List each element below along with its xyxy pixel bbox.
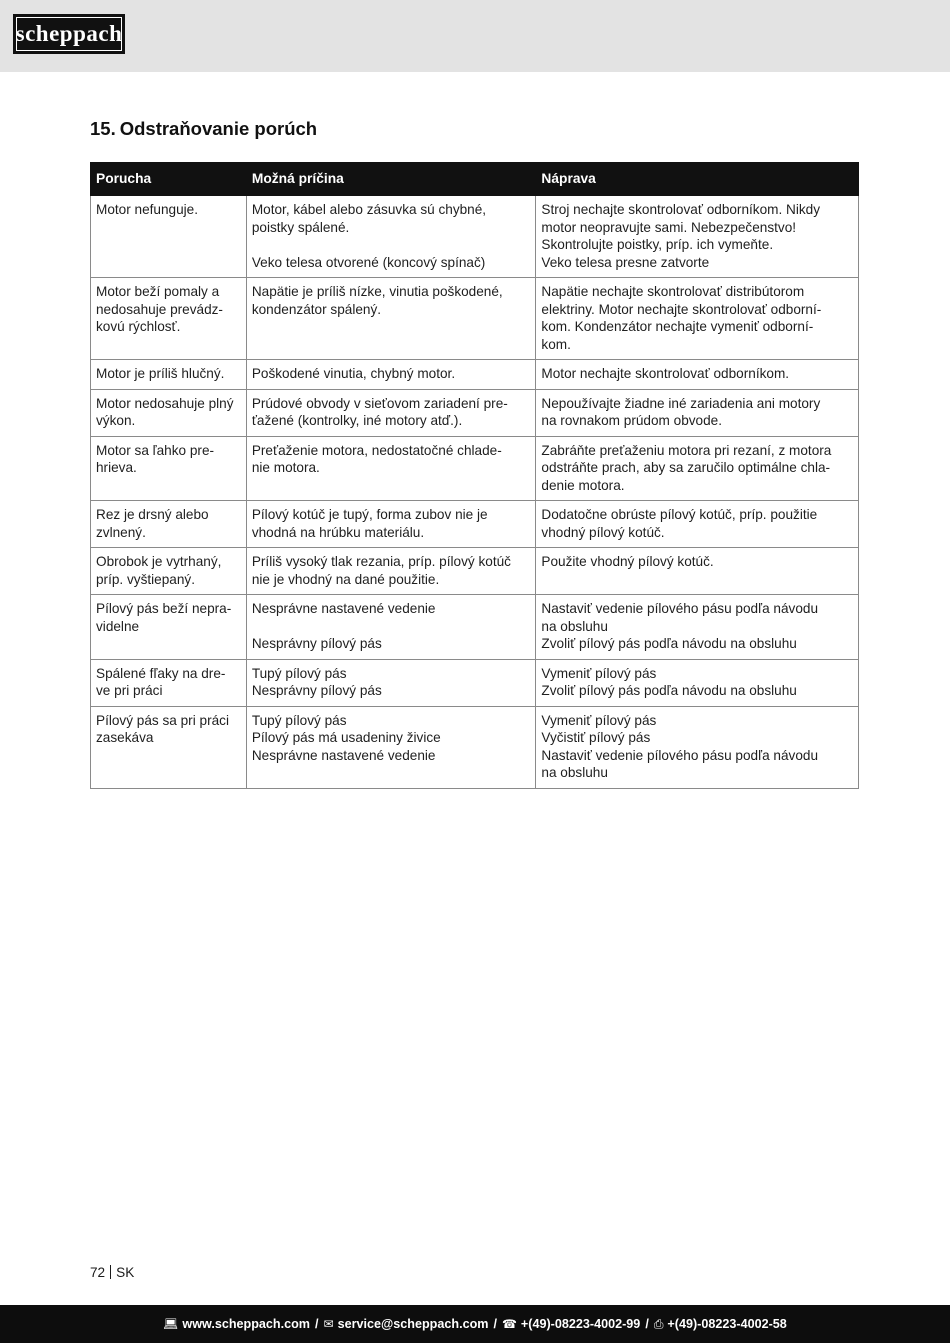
- cell-gap: [252, 618, 532, 636]
- cell-line: Vymeniť pílový pás: [541, 712, 657, 728]
- cell-line: vhodný pílový kotúč.: [541, 524, 665, 540]
- website-link[interactable]: www.scheppach.com: [182, 1317, 311, 1331]
- fault-cell: [91, 196, 247, 278]
- cell-line: Tupý pílový pás: [251, 665, 347, 681]
- fault-cell: [91, 595, 247, 660]
- remedy-cell: [536, 278, 859, 360]
- scheppach-logo: scheppach: [13, 14, 125, 54]
- cell-line: hrieva.: [96, 460, 137, 475]
- cell-line: zvlnený.: [96, 524, 146, 540]
- cell-line: Prúdové obvody v sieťovom zariadení pre-: [251, 395, 508, 411]
- cell-line: poistky spálené.: [251, 219, 350, 235]
- cell-line: Nesprávny pílový pás: [251, 683, 382, 698]
- cause-cell: [246, 659, 536, 706]
- table-row: [91, 595, 859, 660]
- cell-line: Nesprávne nastavené vedenie: [251, 747, 436, 763]
- cell-line: Pílový pás má usadeniny živice: [251, 730, 441, 745]
- cell-line: odstráňte prach, aby sa zaručilo optimálne chla-: [541, 460, 831, 475]
- table-body: [91, 196, 859, 789]
- cause-cell: [246, 595, 536, 660]
- cell-line: Zabráňte preťaženiu motora pri rezaní, z motora: [541, 442, 832, 458]
- cell-line: nedosahuje prevádz-: [96, 301, 223, 317]
- email-link[interactable]: service@scheppach.com: [337, 1317, 489, 1331]
- troubleshooting-table: [90, 162, 859, 789]
- cell-line: ťažené (kontrolky, iné motory atď.).: [251, 413, 463, 428]
- cell-line: zasekáva: [96, 730, 154, 745]
- cell-line: Napätie nechajte skontrolovať distribútorom: [541, 284, 805, 299]
- cell-line: Rez je drsný alebo: [96, 507, 209, 522]
- cell-line: Vymeniť pílový pás: [541, 665, 657, 681]
- cell-line: Nastaviť vedenie pílového pásu podľa návodu: [541, 601, 819, 616]
- cell-line: nie je vhodný na dané použitie.: [251, 571, 440, 587]
- contact-footer: 💻︎ www.scheppach.com / ✉ service@scheppach.com / ☎ +(49)-08223-4002-99 / ⎙ +(49)-08223-4002-58: [0, 1305, 950, 1343]
- table-row: [91, 196, 859, 278]
- fault-cell: [91, 548, 247, 595]
- header-cause: Možná príčina: [246, 163, 536, 196]
- header-remedy: Náprava: [536, 163, 859, 196]
- cell-line: Motor je príliš hlučný.: [96, 366, 225, 381]
- fault-cell: [91, 436, 247, 501]
- cause-cell: [246, 436, 536, 501]
- table-row: [91, 360, 859, 390]
- cell-line: kom.: [541, 336, 571, 352]
- section-title: [90, 118, 317, 140]
- cell-line: Spálené fľaky na dre-: [96, 665, 226, 681]
- cell-line: na rovnakom prúdom obvode.: [541, 413, 723, 428]
- cell-line: Motor, kábel alebo zásuvka sú chybné,: [251, 202, 487, 217]
- cell-line: Obrobok je vytrhaný,: [96, 554, 222, 569]
- cell-line: kom. Kondenzátor nechajte vymeniť odborní-: [541, 319, 814, 334]
- section-number: 15.: [90, 118, 116, 139]
- cause-cell: [246, 706, 536, 788]
- remedy-cell: [536, 659, 859, 706]
- cell-line: videlne: [96, 618, 140, 634]
- table-row: [91, 436, 859, 501]
- cell-line: Poškodené vinutia, chybný motor.: [251, 366, 456, 381]
- cell-line: Motor nechajte skontrolovať odborníkom.: [541, 366, 790, 381]
- cell-line: nie motora.: [251, 460, 320, 475]
- phone-icon: ☎: [501, 1317, 517, 1331]
- cell-line: Nepoužívajte žiadne iné zariadenia ani motory: [541, 395, 821, 411]
- table-row: [91, 501, 859, 548]
- cell-line: kovú rýchlosť.: [96, 319, 181, 334]
- header-fault: Porucha: [91, 163, 247, 196]
- table-row: [91, 706, 859, 788]
- table-header-row: [91, 163, 859, 196]
- table-row: [91, 389, 859, 436]
- cell-line: výkon.: [96, 413, 136, 428]
- remedy-cell: [536, 501, 859, 548]
- cell-line: Veko telesa presne zatvorte: [541, 254, 710, 270]
- remedy-cell: [536, 196, 859, 278]
- page-footer-number: [90, 1265, 134, 1280]
- cell-gap: [252, 236, 532, 254]
- cell-line: Stroj nechajte skontrolovať odborníkom. Nikdy: [541, 202, 821, 217]
- cell-line: Pílový pás beží nepra-: [96, 601, 232, 616]
- cell-line: Napätie je príliš nízke, vinutia poškodené,: [251, 284, 503, 299]
- page-separator: [110, 1265, 111, 1279]
- fault-cell: [91, 706, 247, 788]
- cell-line: Zvoliť pílový pás podľa návodu na obsluhu: [541, 636, 797, 651]
- cell-line: Vyčistiť pílový pás: [541, 730, 651, 745]
- cell-line: na obsluhu: [541, 765, 608, 780]
- computer-icon: 💻︎: [163, 1317, 179, 1331]
- cause-cell: [246, 360, 536, 390]
- page-number: 72: [90, 1265, 106, 1280]
- remedy-cell: [536, 436, 859, 501]
- cell-line: Motor nefunguje.: [96, 202, 199, 217]
- remedy-cell: [536, 706, 859, 788]
- cell-line: motor neopravujte sami. Nebezpečenstvo!: [541, 219, 797, 235]
- cell-line: kondenzátor spálený.: [251, 301, 382, 317]
- fault-cell: [91, 659, 247, 706]
- fax-icon: ⎙: [653, 1316, 664, 1331]
- cell-line: Nesprávne nastavené vedenie: [251, 601, 436, 616]
- cause-cell: [246, 501, 536, 548]
- remedy-cell: [536, 389, 859, 436]
- cell-line: Motor sa ľahko pre-: [96, 442, 215, 458]
- table-row: [91, 659, 859, 706]
- email-icon: ✉: [323, 1317, 334, 1331]
- cell-line: na obsluhu: [541, 618, 608, 634]
- cell-line: ve pri práci: [96, 683, 163, 698]
- cause-cell: [246, 389, 536, 436]
- header-band: [0, 0, 950, 72]
- fault-cell: [91, 389, 247, 436]
- cell-line: Zvoliť pílový pás podľa návodu na obsluhu: [541, 683, 797, 698]
- table-row: [91, 278, 859, 360]
- cell-line: vhodná na hrúbku materiálu.: [251, 524, 425, 540]
- cell-line: Tupý pílový pás: [251, 712, 347, 728]
- cause-cell: [246, 548, 536, 595]
- fault-cell: [91, 501, 247, 548]
- cell-line: Pílový pás sa pri práci: [96, 712, 229, 728]
- cell-line: Použite vhodný pílový kotúč.: [541, 554, 714, 569]
- fault-cell: [91, 360, 247, 390]
- table-row: [91, 548, 859, 595]
- cell-line: Skontrolujte poistky, príp. ich vymeňte.: [541, 237, 774, 252]
- remedy-cell: [536, 595, 859, 660]
- cell-line: Dodatočne obrúste pílový kotúč, príp. použitie: [541, 507, 818, 522]
- cell-line: Preťaženie motora, nedostatočné chlade-: [251, 442, 502, 458]
- remedy-cell: [536, 548, 859, 595]
- cause-cell: [246, 278, 536, 360]
- cell-line: príp. vyštiepaný.: [96, 571, 195, 587]
- cell-line: Motor nedosahuje plný: [96, 395, 234, 411]
- cell-line: elektriny. Motor nechajte skontrolovať odborní-: [541, 301, 822, 317]
- cell-line: Príliš vysoký tlak rezania, príp. pílový kotúč: [251, 554, 511, 569]
- fault-cell: [91, 278, 247, 360]
- cell-line: Nesprávny pílový pás: [251, 636, 382, 651]
- phone-number: +(49)-08223-4002-99: [520, 1317, 641, 1331]
- cell-line: Nastaviť vedenie pílového pásu podľa návodu: [541, 747, 819, 763]
- cell-line: Veko telesa otvorené (koncový spínač): [251, 254, 486, 270]
- cell-line: Pílový kotúč je tupý, forma zubov nie je: [251, 507, 488, 522]
- remedy-cell: [536, 360, 859, 390]
- section-title-text: Odstraňovanie porúch: [119, 118, 318, 139]
- fax-number: +(49)-08223-4002-58: [667, 1317, 787, 1331]
- page-language: SK: [116, 1265, 135, 1280]
- cell-line: Motor beží pomaly a: [96, 284, 220, 299]
- cause-cell: [246, 196, 536, 278]
- cell-line: denie motora.: [541, 477, 625, 493]
